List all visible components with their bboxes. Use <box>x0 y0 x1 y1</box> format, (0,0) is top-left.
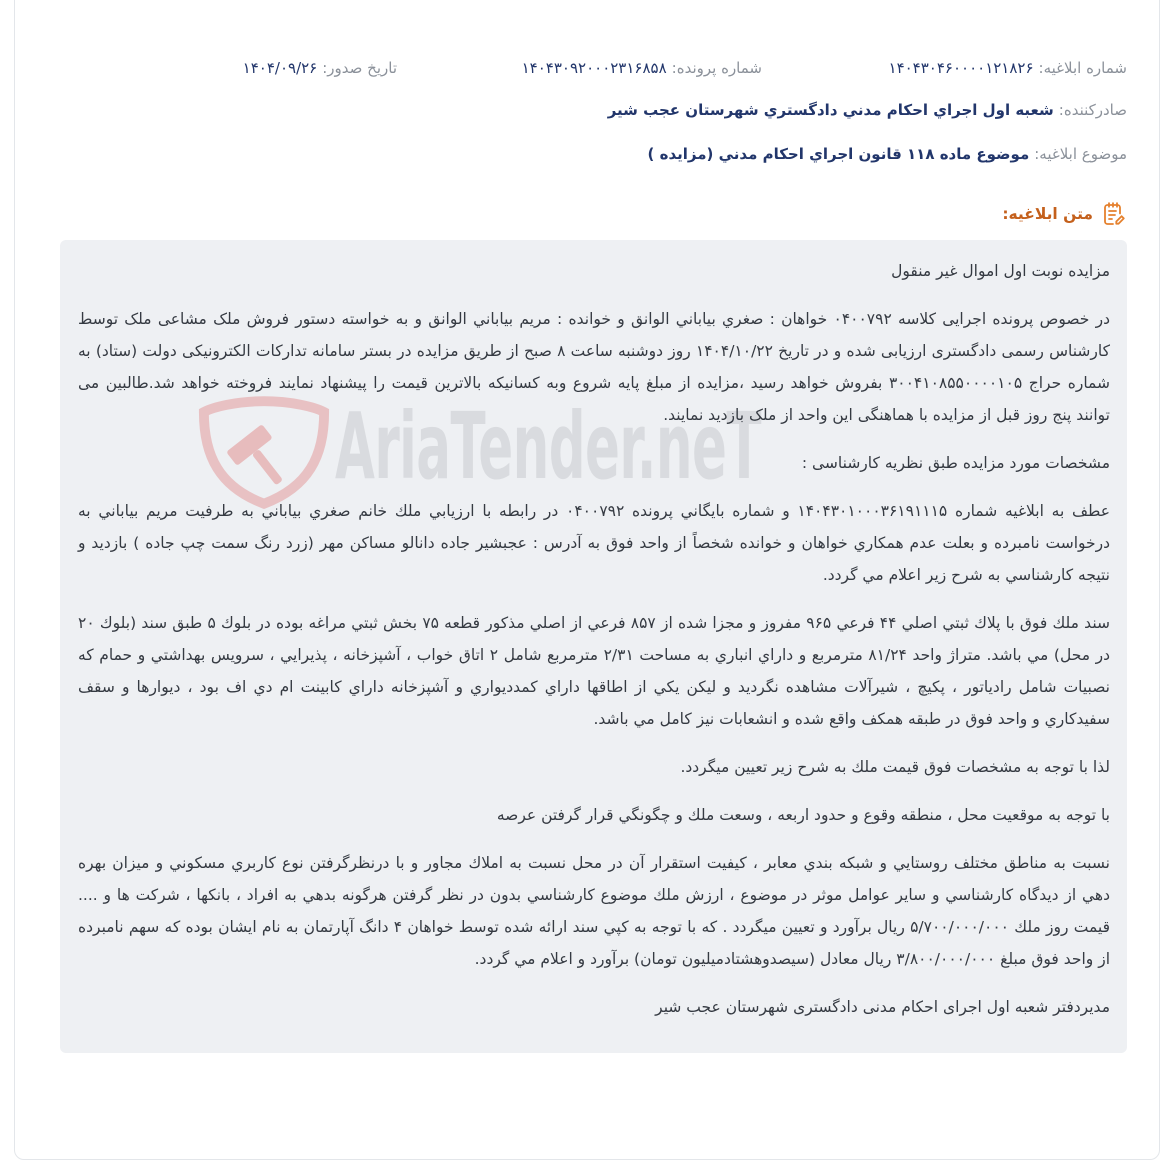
subject-row <box>648 141 1127 167</box>
notice-text-title: متن ابلاغیه: <box>1002 205 1093 223</box>
auction-heading-paragraph: مزایده نوبت اول اموال غیر منقول <box>891 262 1110 280</box>
property-description-paragraph: سند ملك فوق با پلاك ثبتي اصلي ۴۴ فرعي ۹۶۵ مفروز و مجزا شده از ۸۵۷ فرعي از اصلي مذكور قطعه ۷۵ بخش ثبتي مراغه بوده در بلوك ۵ طبق سند (بلوك ۲۰ در محل) مي باشد. متراژ واحد ۸۱/۲۴ مترمربع و داراي انباري به مساحت ۲/۳۱ مترمربع شامل ۲ اتاق خواب ، آشپزخانه ، پذيرايي ، سرويس بهداشتي و حمام كه نصبيات شامل رادياتور ، پكيچ ، شيرآلات مشاهده نگرديد و ليكن يكي از اطاقها داراي كمدديواري و آشپزخانه داراي كابينت ام دي اف بود ، ديوارها و سقف سفيدكاري و واحد فوق در طبقه همكف واقع شده و انشعابات نيز كامل مي باشد. <box>78 614 1110 728</box>
notice-number-label: شماره ابلاغیه: <box>1038 59 1127 77</box>
subject-label: موضوع ابلاغیه: <box>1034 145 1127 163</box>
valuation-factors-paragraph: با توجه به موقعيت محل ، منطقه وقوع و حدود اربعه ، وسعت ملك و چگونگي قرار گرفتن عرصه <box>496 806 1110 824</box>
case-number <box>397 55 762 81</box>
notice-text-heading <box>1002 201 1127 227</box>
notepad-pencil-icon <box>1101 201 1127 227</box>
case-number-label: شماره پرونده: <box>671 59 762 77</box>
notepad-pencil-icon-graphic <box>1101 201 1127 227</box>
watermark-text: AriaTender.neT <box>335 393 762 500</box>
issue-date <box>32 55 397 81</box>
auction-details-paragraph: در خصوص پرونده اجرایی کلاسه ۰۴۰۰۷۹۲ خواهان : صغري بياباني الوانق و خوانده : مريم بياباني الوانق و به خواسته دستور فروش ملک مشاعی ملک توسط کارشناس رسمی دادگستری ارزیابی شده و در تاریخ ۱۴۰۴/۱۰/۲۲ روز دوشنبه ساعت ۸ صبح از طریق مزایده در بستر سامانه تدارکات الکترونیکی دولت (ستاد) به شماره حراج ۳۰۰۴۱۰۸۵۵۰۰۰۰۱۰۵ بفروش خواهد رسید ،مزایده از مبلغ پایه شروع وبه کسانیکه بالاترین قیمت را پیشنهاد نمایند فروخته خواهد شد.طالبین می توانند پنج روز قبل از مزایده با هماهنگی این واحد از ملک بازدید نمایند. <box>78 310 1111 424</box>
subject-value: موضوع ماده ۱۱۸ قانون اجراي احكام مدني (مزايده ) <box>647 145 1030 163</box>
notice-card <box>14 0 1160 1160</box>
notice-number-value: ۱۴۰۴۳۰۴۶۰۰۰۰۱۲۱۸۲۶ <box>888 59 1034 77</box>
issuer-row <box>608 97 1127 123</box>
issue-date-value: ۱۴۰۴/۰۹/۲۶ <box>242 59 318 77</box>
signature-paragraph: مدیردفتر شعبه اول اجرای احکام مدنی دادگستری شهرستان عجب شیر <box>655 998 1110 1016</box>
expert-specs-heading-paragraph: مشخصات مورد مزایده طبق نظریه کارشناسی : <box>801 454 1110 472</box>
notice-text-panel <box>60 240 1127 1053</box>
appraisal-reference-paragraph: عطف به ابلاغيه شماره ۱۴۰۴۳۰۱۰۰۰۳۶۱۹۱۱۱۵ و شماره بايگاني پرونده ۰۴۰۰۷۹۲ در رابطه با ارزيابي ملك خانم صغري بياباني به طرفيت مريم بياباني به درخواست نامبرده و بعلت عدم همكاري خواهان و خوانده شخصاً از واحد فوق به آدرس : عجبشير جاده دانالو مساكن مهر (زرد رنگ سمت چپ جاده ) بازديد و نتيجه كارشناسي به شرح زير اعلام مي گردد. <box>78 502 1110 584</box>
valuation-intro-paragraph: لذا با توجه به مشخصات فوق قيمت ملك به شرح زير تعيين ميگردد. <box>680 758 1110 776</box>
valuation-result-paragraph: نسبت به مناطق مختلف روستايي و شبكه بندي معابر ، كيفيت استقرار آن در محل نسبت به املاك مجاور و با درنظرگرفتن نوع كاربري مسكوني و ميزان بهره دهي از ديدگاه كارشناسي و ساير عوامل موثر در موضوع ، ارزش ملك موضوع كارشناسي بدون در نظر گرفتن هرگونه بدهي به افراد ، بانكها ، شركت ها و .... قيمت روز ملك ۵/۷۰۰/۰۰۰/۰۰۰ ريال برآورد و تعيين ميگردد . كه با توجه به كپي سند ارائه شده توسط خواهان ۴ دانگ آپارتمان به نام ايشان بوده كه سهم نامبرده از واحد فوق مبلغ ۳/۸۰۰/۰۰۰/۰۰۰ ريال معادل (سيصدوهشتادميليون تومان) برآورد و اعلام مي گردد. <box>78 854 1110 968</box>
case-number-value: ۱۴۰۴۳۰۹۲۰۰۰۲۳۱۶۸۵۸ <box>521 59 667 77</box>
notice-number <box>762 55 1127 81</box>
issuer-value: شعبه اول اجراي احكام مدني دادگستري شهرستان عجب شير <box>607 101 1054 119</box>
issue-date-label: تاریخ صدور: <box>322 59 397 77</box>
issuer-label: صادرکننده: <box>1058 101 1127 119</box>
notice-meta-row <box>32 55 1127 81</box>
